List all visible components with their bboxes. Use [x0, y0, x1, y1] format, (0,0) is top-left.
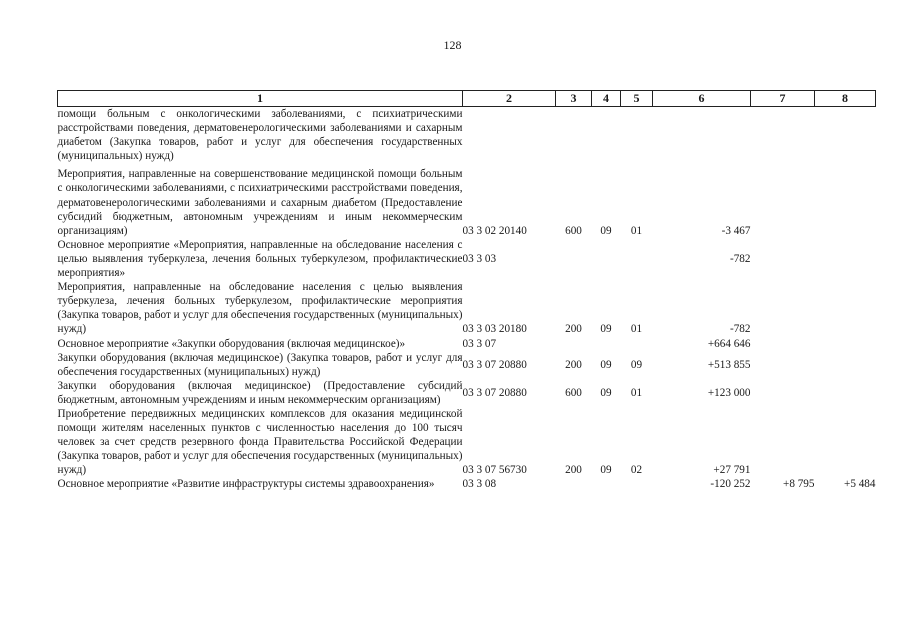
row-col8 — [815, 337, 876, 351]
column-header: 8 — [815, 91, 876, 107]
row-col4: 09 — [600, 386, 612, 399]
row-col6: +123 000 — [707, 386, 751, 399]
row-col6: +513 855 — [707, 358, 751, 371]
row-col4: 09 — [600, 464, 612, 477]
row-col7 — [751, 280, 815, 336]
row-description: Мероприятия, направленные на обследование населения с целью выявления туберкулеза, лечения больных туберкулезом, профилактические мероприятия (Закупка товаров, работ и услуг для обеспечения государственных (муниципальных) нужд) — [57, 281, 463, 336]
column-header: 2 — [463, 91, 556, 107]
row-col3: 600 — [565, 386, 582, 399]
table-row — [58, 280, 876, 336]
column-header: 3 — [556, 91, 592, 107]
row-col4 — [592, 477, 621, 491]
row-col7 — [751, 337, 815, 351]
row-description: Приобретение передвижных медицинских комплексов для оказания медицинской помощи жителям населенных пунктов с численностью населения до 100 тысяч человек за счет средств резервного фонда Правительства Российской Федерации (Закупка товаров, работ и услуг для обеспечения государственных (муниципальных) нужд) — [57, 407, 463, 477]
row-col7 — [751, 238, 815, 280]
row-code — [463, 107, 556, 164]
row-code: 03 3 07 20880 — [462, 386, 527, 399]
row-description: Основное мероприятие «Закупки оборудования (включая медицинское)» — [57, 337, 406, 350]
row-code: 03 3 07 20880 — [462, 358, 527, 371]
row-col8 — [815, 107, 876, 164]
row-col4 — [592, 238, 621, 280]
row-col3: 200 — [565, 464, 582, 477]
row-description: Закупки оборудования (включая медицинское) (Предоставление субсидий бюджетным, автономным учреждениям и иным некоммерческим организациям) — [57, 379, 463, 406]
table-row — [58, 477, 876, 491]
row-col8 — [815, 280, 876, 336]
row-col6: -3 467 — [721, 224, 751, 237]
table-row — [58, 407, 876, 477]
row-col4: 09 — [600, 323, 612, 336]
row-col4: 09 — [600, 358, 612, 371]
table-row — [58, 379, 876, 407]
row-code: 03 3 07 — [462, 337, 497, 350]
table-row — [58, 238, 876, 280]
page-number: 128 — [443, 38, 462, 52]
table-row — [58, 337, 876, 351]
row-col5 — [621, 337, 653, 351]
row-col8 — [815, 407, 876, 477]
row-code: 03 3 08 — [462, 478, 497, 491]
row-col5 — [621, 238, 653, 280]
row-description: Основное мероприятие «Мероприятия, направленные на обследование населения с целью выявления туберкулеза, лечения больных туберкулезом, профилактические мероприятия» — [57, 238, 463, 280]
row-col5 — [621, 107, 653, 164]
column-header: 1 — [58, 91, 463, 107]
table-header-row — [58, 91, 876, 107]
row-description: Закупки оборудования (включая медицинское) (Закупка товаров, работ и услуг для обеспечения государственных (муниципальных) нужд) — [57, 351, 463, 378]
row-col8 — [815, 167, 876, 237]
row-code: 03 3 03 20180 — [462, 323, 527, 336]
row-code: 03 3 02 20140 — [462, 224, 527, 237]
row-code: 03 3 03 — [462, 252, 497, 265]
row-col5 — [621, 477, 653, 491]
row-col8 — [815, 351, 876, 379]
row-description: помощи больным с онкологическими заболеваниями, с психиатрическими расстройствами поведения, дерматовенерологическими заболеваниями и сахарным диабетом (Закупка товаров, работ и услуг для обеспечения государственных (муниципальных) нужд) — [57, 108, 463, 163]
row-col3 — [556, 477, 592, 491]
row-col3: 600 — [565, 224, 582, 237]
row-col3 — [556, 238, 592, 280]
row-col3 — [556, 337, 592, 351]
row-col7 — [751, 351, 815, 379]
row-col8: +5 484 — [844, 478, 876, 491]
row-col5: 09 — [630, 358, 643, 371]
row-col3: 200 — [565, 323, 582, 336]
row-col6 — [653, 107, 751, 164]
row-col6: -782 — [729, 323, 751, 336]
row-col5: 01 — [630, 386, 643, 399]
row-code: 03 3 07 56730 — [462, 464, 527, 477]
row-col4 — [592, 107, 621, 164]
row-col3 — [556, 107, 592, 164]
column-header: 6 — [653, 91, 751, 107]
row-col6: +27 791 — [713, 464, 751, 477]
table-row — [58, 167, 876, 237]
row-col8 — [815, 238, 876, 280]
column-header: 4 — [592, 91, 621, 107]
row-col8 — [815, 379, 876, 407]
row-col7 — [751, 379, 815, 407]
row-col7: +8 795 — [783, 478, 815, 491]
row-col6: -120 252 — [710, 478, 751, 491]
row-col4 — [592, 337, 621, 351]
row-description: Основное мероприятие «Развитие инфраструктуры системы здравоохранения» — [57, 478, 435, 491]
table-row — [58, 107, 876, 164]
row-col7 — [751, 107, 815, 164]
row-description: Мероприятия, направленные на совершенствование медицинской помощи больным с онкологическими заболеваниями, с психиатрическими расстройствами поведения, дерматовенерологическими заболеваниями и сахарным диабетом (Предоставление субсидий бюджетным, автономным учреждениям и иным некоммерческим организациям) — [57, 168, 463, 237]
row-col6: +664 646 — [707, 337, 751, 350]
row-col7 — [751, 407, 815, 477]
column-header: 7 — [751, 91, 815, 107]
column-header: 5 — [621, 91, 653, 107]
row-col5: 01 — [630, 323, 643, 336]
row-col6: -782 — [729, 252, 751, 265]
budget-table — [57, 90, 876, 492]
table-row — [58, 351, 876, 379]
row-col7 — [751, 167, 815, 237]
row-col5: 02 — [630, 464, 643, 477]
row-col3: 200 — [565, 358, 582, 371]
row-col4: 09 — [600, 224, 612, 237]
row-col5: 01 — [630, 224, 643, 237]
